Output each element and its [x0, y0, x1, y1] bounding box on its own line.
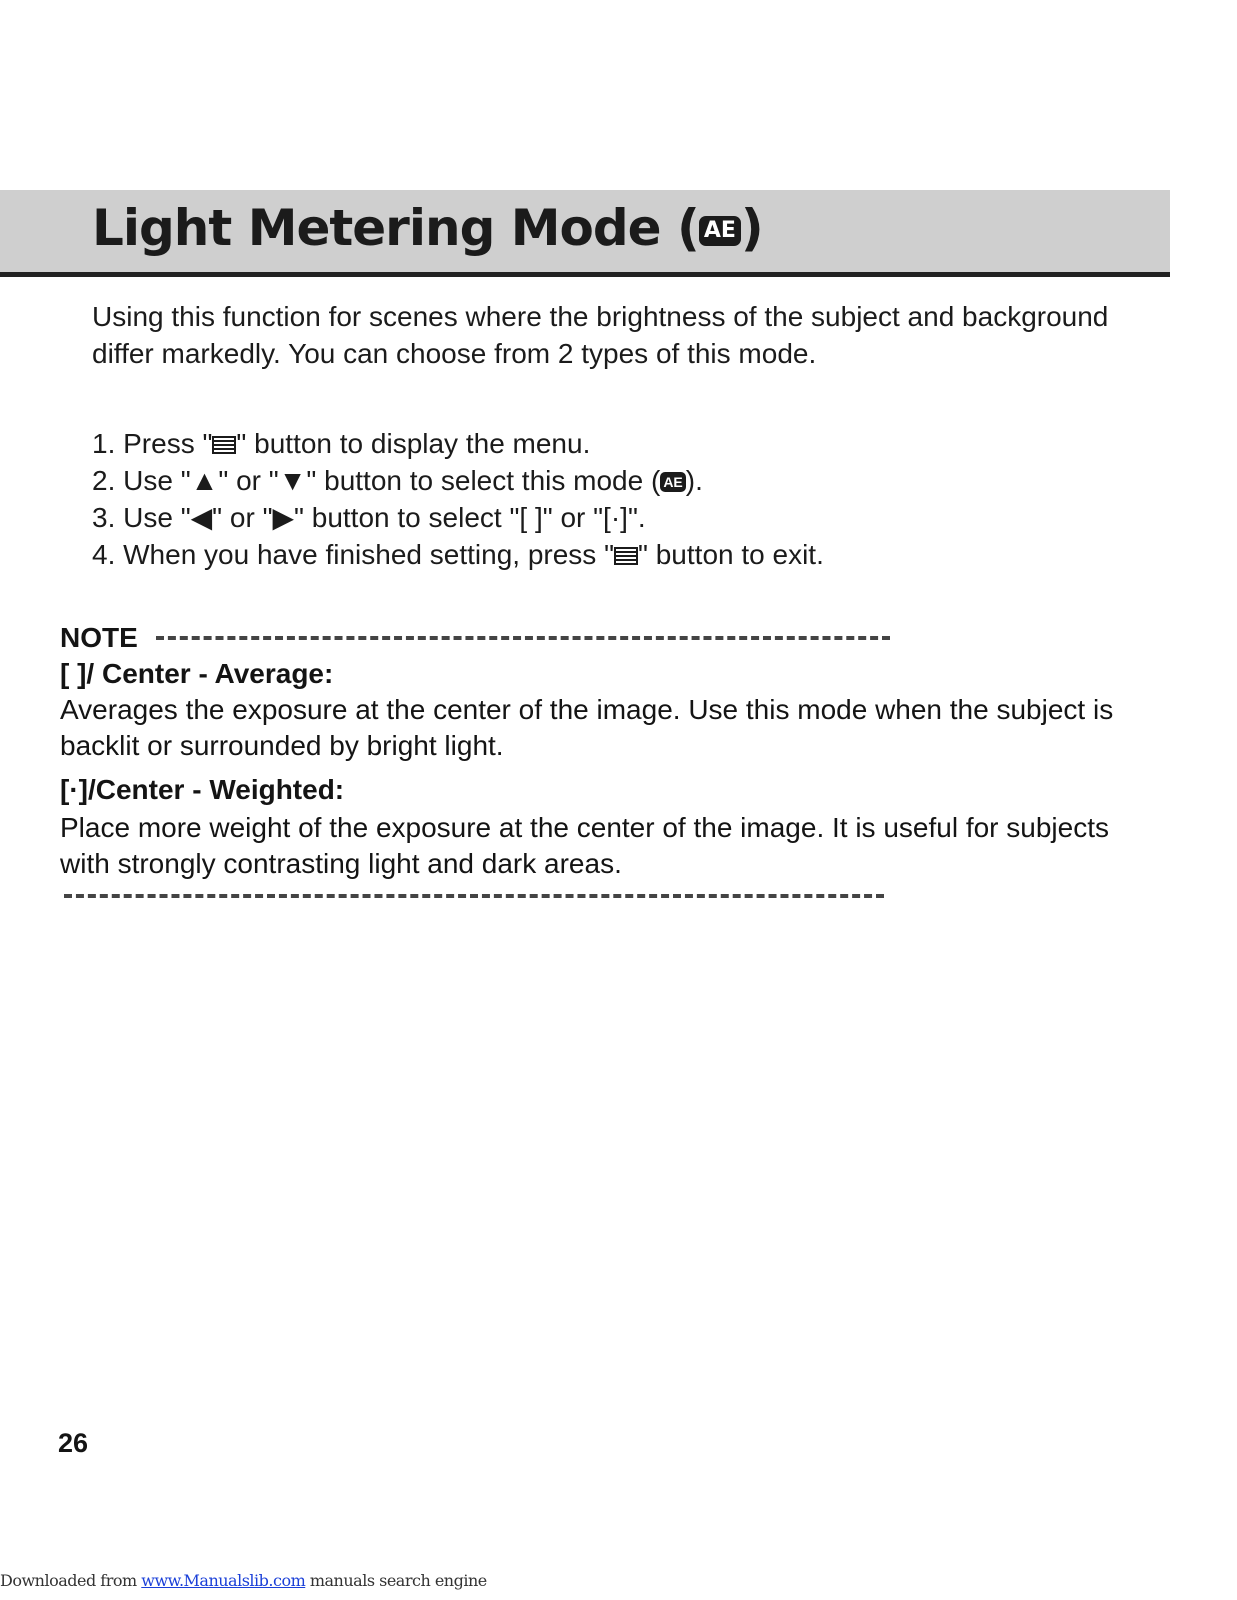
- step-text: 3. Use "◀" or "▶" button to select "[ ]" or "[·]".: [92, 502, 646, 533]
- manualslib-link[interactable]: www.Manualslib.com: [141, 1571, 306, 1590]
- menu-icon: [212, 436, 236, 454]
- step-text: " button to display the menu.: [236, 428, 591, 459]
- step-list: [92, 425, 1132, 573]
- step-item: [92, 536, 1132, 573]
- ae-mode-icon: AE: [699, 216, 741, 246]
- step-text: 4. When you have finished setting, press ": [92, 539, 615, 570]
- step-item: [92, 462, 1132, 499]
- step-text: 1. Press ": [92, 428, 213, 459]
- note-divider: [156, 636, 890, 640]
- step-item: [92, 499, 1132, 536]
- center-average-description: Averages the exposure at the center of the image. Use this mode when the subject is backlit or surrounded by bright light.: [60, 694, 1114, 761]
- title-close-paren: ): [740, 199, 763, 257]
- title-text: Light Metering Mode: [92, 199, 661, 257]
- step-text: 2. Use "▲" or "▼" button to select this mode (: [92, 465, 661, 496]
- footer-suffix: manuals search engine: [305, 1571, 487, 1590]
- note-end-divider: [64, 894, 884, 898]
- center-average-heading: [ ]/ Center - Average:: [60, 658, 334, 689]
- page-title: [92, 196, 763, 260]
- title-open-paren: (: [677, 199, 699, 257]
- center-weighted-description: Place more weight of the exposure at the center of the image. It is useful for subjects with strongly contrasting light and dark areas.: [60, 812, 1110, 879]
- intro-paragraph: Using this function for scenes where the brightness of the subject and background differ markedly. You can choose from 2 types of this mode.: [92, 301, 1109, 369]
- step-item: [92, 425, 1132, 462]
- note-label: NOTE: [60, 622, 138, 653]
- download-footer: [0, 1571, 487, 1590]
- page-number: 26: [58, 1428, 89, 1458]
- ae-mode-icon: AE: [660, 472, 685, 492]
- footer-prefix: Downloaded from: [0, 1571, 142, 1590]
- step-text: ).: [685, 465, 703, 496]
- menu-icon: [614, 547, 638, 565]
- note-header: [60, 620, 890, 656]
- center-weighted-heading: [·]/Center - Weighted:: [60, 774, 345, 805]
- step-text: " button to exit.: [638, 539, 824, 570]
